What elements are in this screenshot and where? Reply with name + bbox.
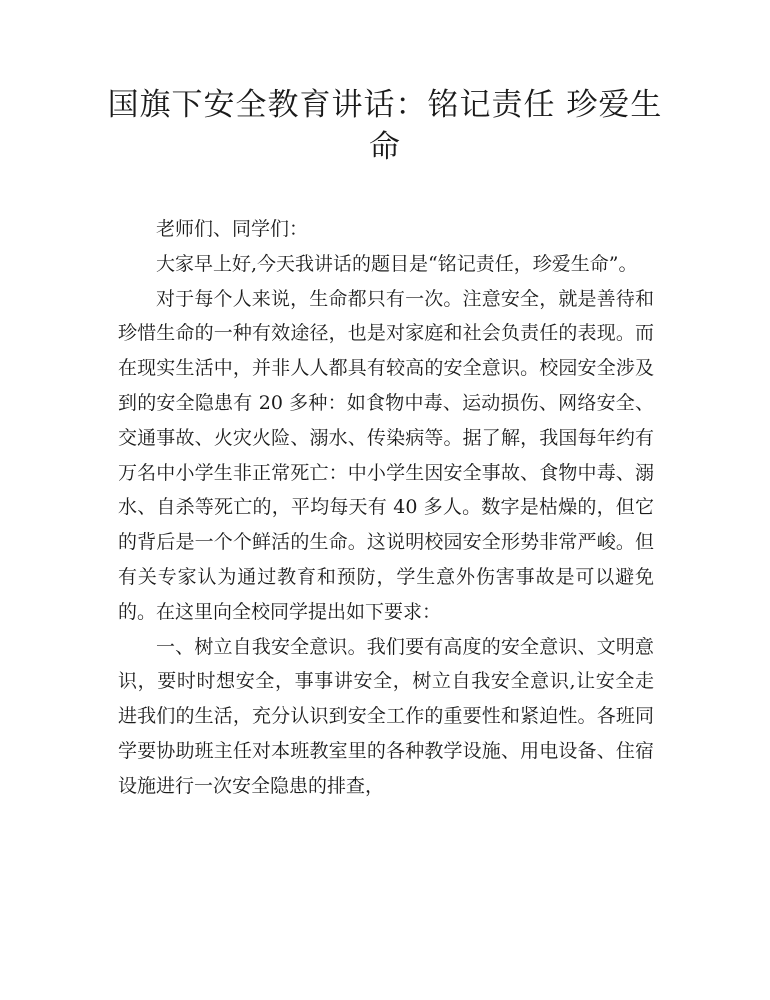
paragraph-greeting: 老师们、同学们：: [156, 218, 309, 240]
paragraph-safety-importance: 对于每个人来说，生命都只有一次。注意安全，就是善待和珍惜生命的一种有效途径，也是对家庭和社会负责任的表现。而在现实生活中，并非人人都具有较高的安全意识。校园安全涉及到的安全隐患有 20 多种：如食物中毒、运动损伤、网络安全、交通事故、火灾火险、溺水、传染病等。据了解，我国每年约有万名中小学生非正常死亡：中小学生因安全事故、食物中毒、溺水、自杀等死亡的，平均每天有 40 多人。数字是枯燥的，但它的背后是一个个鲜活的生命。这说明校园安全形势非常严峻。但有关专家认为通过教育和预防，学生意外伤害事故是可以避免的。在这里向全校同学提出如下要求：: [118, 287, 654, 623]
document-title: 国旗下安全教育讲话：铭记责任 珍爱生命: [107, 87, 663, 165]
document-body: [118, 212, 654, 804]
paragraph-topic: 大家早上好,今天我讲话的题目是“铭记责任，珍爱生命”。: [156, 252, 638, 275]
paragraph-requirement-one: 一、树立自我安全意识。我们要有高度的安全意识、文明意识，要时时想安全，事事讲安全，树立自我安全意识,让安全走进我们的生活，充分认识到安全工作的重要性和紧迫性。各班同学要协助班主任对本班教室里的各种教学设施、用电设备、住宿设施进行一次安全隐患的排查，: [118, 635, 654, 797]
